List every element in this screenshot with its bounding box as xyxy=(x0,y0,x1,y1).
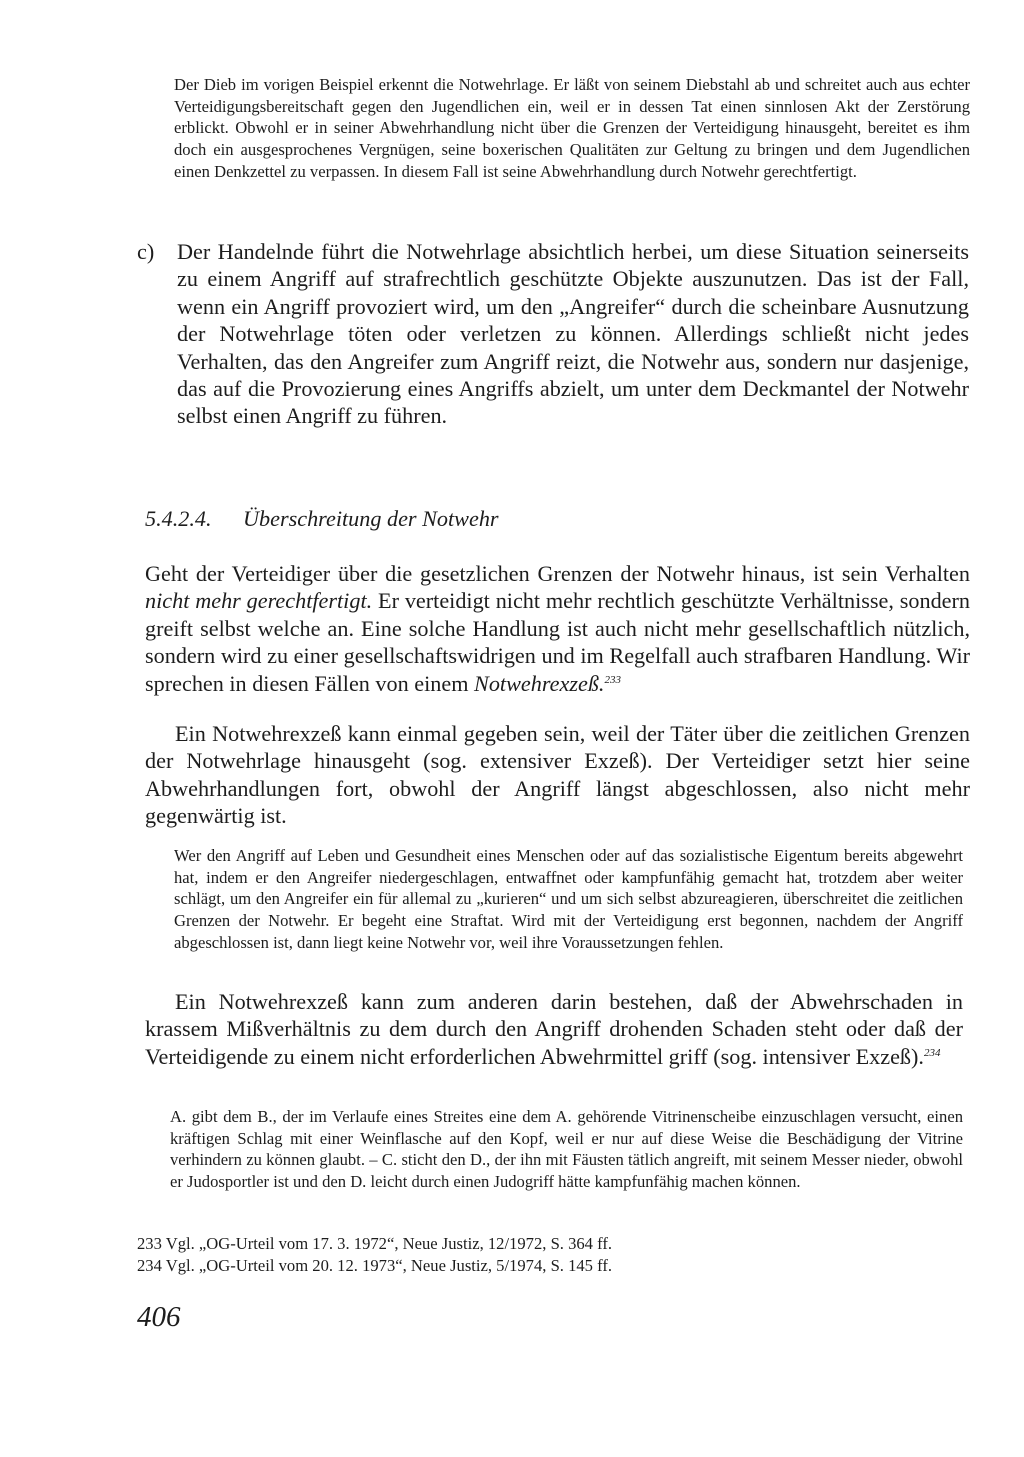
paragraph-intensive-text: Ein Notwehrexzeß kann zum anderen darin bestehen, daß der Abwehrschaden in krassem Mißverhältnis zu dem durch den Angriff drohenden Schaden steht oder daß der Verteidigende zu einem nicht erforderlichen Abwehrmittel griff (sog. intensiver Exzeß). xyxy=(145,989,963,1069)
list-item-text: Der Handelnde führt die Notwehrlage absichtlich herbei, um diese Situation seinerseits zu einem Angriff auf strafrechtlich geschützte Objekte auszunutzen. Das ist der Fall, wenn ein Angriff provoziert wird, um den „Angreifer“ durch die scheinbare Ausnutzung der Notwehrlage töten oder verletzen zu können. Allerdings schließt nicht jedes Verhalten, das den Angreifer zum Angriff reizt, die Notwehr aus, sondern nur dasjenige, das auf die Provozierung eines Angriffs abzielt, um unter dem Deckmantel der Notwehr selbst einen Angriff zu führen. xyxy=(177,239,969,429)
example-thief-paragraph: Der Dieb im vorigen Beispiel erkennt die Notwehrlage. Er läßt von seinem Diebstahl ab und schreitet auch aus echter Verteidigungsbereitschaft gegen den Jugendlichen ein, weil er in dessen Tat einen sinnlosen Akt der Zerstörung erblickt. Obwohl er in seiner Abwehrhandlung nicht über die Grenzen der Verteidigung hinausgeht, bereitet es ihm doch ein ausgesprochenes Vergnügen, seine boxerischen Qualitäten zur Geltung zu bringen und dem Jugendlichen einen Denkzettel zu verpassen. In diesem Fall ist seine Abwehrhandlung durch Notwehr gerechtfertigt. xyxy=(174,75,970,181)
paragraph-excess-part2: Er verteidigt nicht mehr rechtlich geschützte Verhältnisse, sondern greift selbst welche an. Eine solche Handlung ist auch nicht mehr gesellschaftlich nützlich, sondern wird zu einer gesellschaftswidrigen und im Regelfall auch strafbaren Handlung. Wir sprechen in diesen Fällen von einem xyxy=(145,588,970,696)
example-intensive-paragraph: A. gibt dem B., der im Verlaufe eines Streites eine dem A. gehörende Vitrinenscheibe einzuschlagen versucht, einen kräftigen Schlag mit einer Weinflasche auf den Kopf, weil er nur auf diese Weise die Beschädigung der Vitrine verhindern zu können glaubt. – C. sticht den D., der ihn mit Fäusten tätlich angreift, mit seinem Messer nieder, obwohl er Judosportler ist und den D. leicht durch einen Judogriff hätte kampfunfähig machen können. xyxy=(170,1107,963,1192)
page-number: 406 xyxy=(137,1301,181,1333)
footnote-234: 234 Vgl. „OG-Urteil vom 20. 12. 1973“, Neue Justiz, 5/1974, S. 145 ff. xyxy=(137,1255,613,1275)
list-item-label: c) xyxy=(137,239,155,264)
section-title: Überschreitung der Notwehr xyxy=(243,506,499,531)
paragraph-intensive-excess xyxy=(145,988,963,1070)
paragraph-extensive-excess: Ein Notwehrexzeß kann einmal gegeben sein, weil der Täter über die zeitlichen Grenzen der Notwehrlage hinausgeht (sog. extensiver Exzeß). Der Verteidiger setzt hier seine Abwehrhandlungen fort, obwohl der Angriff längst abgeschlossen, also nicht mehr gegenwärtig ist. xyxy=(145,721,970,829)
list-item-c xyxy=(137,238,969,430)
section-number: 5.4.2.4. xyxy=(145,506,212,531)
paragraph-excess xyxy=(145,560,970,697)
footnote-233: 233 Vgl. „OG-Urteil vom 17. 3. 1972“, Neue Justiz, 12/1972, S. 364 ff. xyxy=(137,1234,613,1253)
emphasis-not-justified: nicht mehr gerechtfertigt. xyxy=(145,588,373,614)
example-extensive-paragraph: Wer den Angriff auf Leben und Gesundheit eines Menschen oder auf das sozialistische Eigentum bereits abgewehrt hat, indem er den Angreifer niedergeschlagen, entwaffnet oder kampfunfähig gemacht hat, trotzdem aber weiter schlägt, um den Angreifer ein für allemal zu „kurieren“ und um sich selbst abzureagieren, überschreitet die zeitlichen Grenzen der Notwehr. Er begeht eine Straftat. Wird mit der Verteidigung erst begonnen, nachdem der Angriff abgeschlossen ist, dann liegt keine Notwehr vor, weil ihre Voraussetzungen fehlen. xyxy=(174,846,963,952)
footnotes xyxy=(137,1233,837,1276)
footnote-ref-234: 234 xyxy=(923,1046,941,1059)
paragraph-excess-part1: Geht der Verteidiger über die gesetzlichen Grenzen der Notwehr hinaus, ist sein Verhalten xyxy=(145,561,970,586)
section-heading xyxy=(145,505,499,533)
term-notwehrexzess: Notwehrexzeß. xyxy=(474,670,605,696)
footnote-ref-233: 233 xyxy=(604,673,621,686)
